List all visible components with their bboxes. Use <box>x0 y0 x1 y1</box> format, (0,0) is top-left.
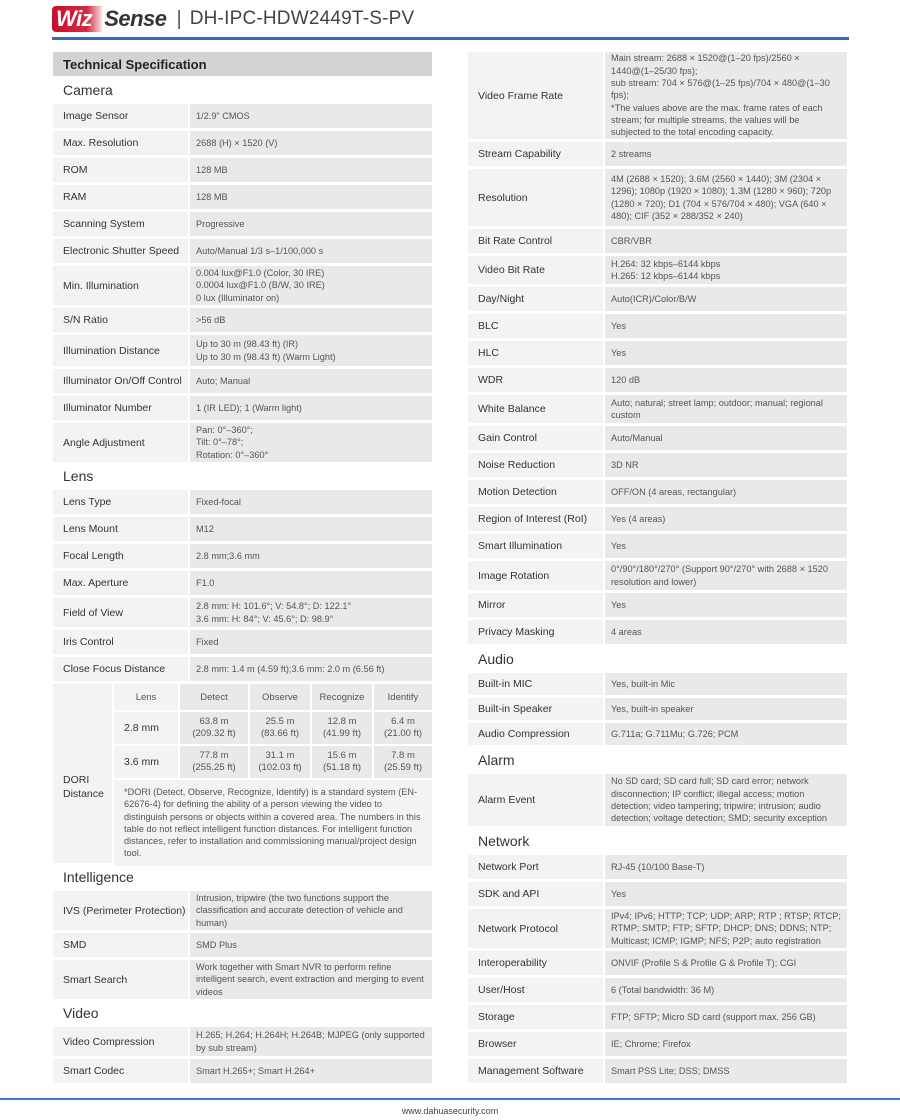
spec-value: Intrusion, tripwire (the two functions support the classification and accurate detection of vehicle and human) <box>190 891 432 930</box>
dori-grid <box>114 684 432 778</box>
spec-row <box>53 517 432 541</box>
dori-value-cell: 6.4 m (21.00 ft) <box>374 712 432 744</box>
spec-row <box>468 561 847 590</box>
section-heading-camera: Camera <box>63 82 113 98</box>
spec-row <box>468 673 847 695</box>
spec-row <box>53 212 432 236</box>
spec-label: Iris Control <box>53 630 188 654</box>
spec-label: Stream Capability <box>468 142 603 166</box>
spec-row <box>468 1032 847 1056</box>
spec-value: H.265; H.264; H.264H; H.264B; MJPEG (only supported by sub stream) <box>190 1027 432 1056</box>
spec-row <box>53 630 432 654</box>
spec-label: Video Frame Rate <box>468 52 603 139</box>
dori-value-cell: 63.8 m (209.32 ft) <box>180 712 248 744</box>
spec-row <box>468 978 847 1002</box>
spec-label: Image Sensor <box>53 104 188 128</box>
spec-row <box>468 909 847 948</box>
section-heading-lens: Lens <box>63 468 94 484</box>
spec-label: Region of Interest (RoI) <box>468 507 603 531</box>
spec-label: Close Focus Distance <box>53 657 188 681</box>
spec-value: 128 MB <box>190 185 432 209</box>
spec-row <box>53 308 432 332</box>
spec-label: Angle Adjustment <box>53 423 188 462</box>
right-column <box>468 52 847 1086</box>
spec-label: S/N Ratio <box>53 308 188 332</box>
spec-row <box>468 882 847 906</box>
spec-label: Noise Reduction <box>468 453 603 477</box>
spec-label: Min. Illumination <box>53 266 188 305</box>
left-column <box>53 52 432 1086</box>
spec-row <box>468 341 847 365</box>
spec-value: Progressive <box>190 212 432 236</box>
spec-label: BLC <box>468 314 603 338</box>
spec-value: SMD Plus <box>190 933 432 957</box>
spec-row <box>468 229 847 253</box>
spec-row <box>468 593 847 617</box>
spec-value: Auto; Manual <box>190 369 432 393</box>
footer-url[interactable]: www.dahuasecurity.com <box>401 1106 499 1116</box>
spec-value: Yes <box>605 534 847 558</box>
spec-value: Main stream: 2688 × 1520@(1–20 fps)/2560 × 1440@(1–25/30 fps); sub stream: 704 × 576@(1–25 fps)/704 × 480@(1–30 fps); *The values above are the max. frame rates of each stream; for multiple streams, the values will be subjected to the total encoding capacity. <box>605 52 847 139</box>
spec-label: Storage <box>468 1005 603 1029</box>
wizsense-logo <box>52 5 167 33</box>
spec-row <box>468 142 847 166</box>
spec-value: Fixed <box>190 630 432 654</box>
spec-label: Mirror <box>468 593 603 617</box>
header-separator: | <box>176 7 182 30</box>
dori-value-cell: 77.8 m (255.25 ft) <box>180 746 248 778</box>
spec-value: ONVIF (Profile S & Profile G & Profile T); CGI <box>605 951 847 975</box>
spec-value: OFF/ON (4 areas, rectangular) <box>605 480 847 504</box>
dori-header-cell: Observe <box>250 684 310 710</box>
spec-label: User/Host <box>468 978 603 1002</box>
spec-label: Privacy Masking <box>468 620 603 644</box>
spec-row <box>53 657 432 681</box>
spec-label: Max. Aperture <box>53 571 188 595</box>
spec-label: Gain Control <box>468 426 603 450</box>
spec-row <box>53 490 432 514</box>
spec-label: Smart Illumination <box>468 534 603 558</box>
spec-value: Yes <box>605 341 847 365</box>
spec-row <box>53 891 432 930</box>
spec-value: 0.004 lux@F1.0 (Color, 30 IRE) 0.0004 lux@F1.0 (B/W, 30 IRE) 0 lux (Illuminator on) <box>190 266 432 305</box>
spec-value: Yes, built-in Mic <box>605 673 847 695</box>
dori-footnote: *DORI (Detect, Observe, Recognize, Identify) is a standard system (EN-62676-4) for defining the ability of a person viewing the video to distinguish persons or objects within a covered area. The numbers in this table do not reflect intelligent function distances. For intelligent function distances, refer to installation and commissioning manual/project design tool. <box>114 780 432 866</box>
spec-value: FTP; SFTP; Micro SD card (support max. 256 GB) <box>605 1005 847 1029</box>
spec-row <box>53 933 432 957</box>
spec-row <box>53 104 432 128</box>
spec-row <box>468 426 847 450</box>
spec-row <box>53 960 432 999</box>
dori-value-cell: 7.8 m (25.59 ft) <box>374 746 432 778</box>
spec-row <box>53 185 432 209</box>
spec-label: Resolution <box>468 169 603 226</box>
spec-row <box>468 1005 847 1029</box>
spec-value: 2688 (H) × 1520 (V) <box>190 131 432 155</box>
dori-header-cell: Recognize <box>312 684 372 710</box>
document-header <box>52 4 414 34</box>
spec-value: 4M (2688 × 1520); 3.6M (2560 × 1440); 3M (2304 × 1296); 1080p (1920 × 1080); 1.3M (1280 × 960); 720p (1280 × 720); D1 (704 × 576/704 × 480); VGA (640 × 480); CIF (352 × 288/352 × 240) <box>605 169 847 226</box>
spec-row <box>468 287 847 311</box>
spec-value: G.711a; G.711Mu; G.726; PCM <box>605 723 847 745</box>
spec-label: IVS (Perimeter Protection) <box>53 891 188 930</box>
dori-header-cell: Identify <box>374 684 432 710</box>
section-heading-video: Video <box>63 1005 99 1021</box>
section-heading-intelligence: Intelligence <box>63 869 134 885</box>
spec-label: SDK and API <box>468 882 603 906</box>
spec-label: Audio Compression <box>468 723 603 745</box>
spec-value: 1 (IR LED); 1 (Warm light) <box>190 396 432 420</box>
spec-value: Yes, built-in speaker <box>605 698 847 720</box>
spec-row <box>53 158 432 182</box>
spec-value: Yes (4 areas) <box>605 507 847 531</box>
spec-label: Lens Mount <box>53 517 188 541</box>
spec-row <box>468 723 847 745</box>
dori-lens-cell: 2.8 mm <box>114 712 178 744</box>
spec-label: Max. Resolution <box>53 131 188 155</box>
spec-row <box>468 698 847 720</box>
spec-row <box>468 620 847 644</box>
spec-row <box>53 396 432 420</box>
spec-row <box>468 1059 847 1083</box>
spec-row <box>53 266 432 305</box>
dori-header-cell: Detect <box>180 684 248 710</box>
section-heading-network: Network <box>478 833 530 849</box>
spec-value: 2.8 mm;3.6 mm <box>190 544 432 568</box>
spec-label: SMD <box>53 933 188 957</box>
spec-value: Auto/Manual <box>605 426 847 450</box>
spec-label: Smart Search <box>53 960 188 999</box>
spec-label: Video Bit Rate <box>468 256 603 284</box>
spec-label: ROM <box>53 158 188 182</box>
spec-value: 120 dB <box>605 368 847 392</box>
spec-row <box>53 131 432 155</box>
dori-body <box>114 684 432 863</box>
logo-sense-text: Sense <box>104 6 167 31</box>
spec-label: Management Software <box>468 1059 603 1083</box>
spec-label: Scanning System <box>53 212 188 236</box>
spec-row <box>468 774 847 826</box>
spec-row <box>468 534 847 558</box>
dori-value-cell: 31.1 m (102.03 ft) <box>250 746 310 778</box>
spec-row <box>468 395 847 423</box>
spec-value: F1.0 <box>190 571 432 595</box>
logo-wiz-text: Wiz <box>52 6 102 32</box>
spec-value: Auto/Manual 1/3 s–1/100,000 s <box>190 239 432 263</box>
spec-label: Illuminator Number <box>53 396 188 420</box>
spec-row <box>468 169 847 226</box>
spec-label: Browser <box>468 1032 603 1056</box>
spec-label: Alarm Event <box>468 774 603 826</box>
spec-row <box>53 571 432 595</box>
spec-row <box>468 855 847 879</box>
spec-label: Built-in MIC <box>468 673 603 695</box>
section-heading-audio: Audio <box>478 651 514 667</box>
spec-value: Pan: 0°–360°; Tilt: 0°–78°; Rotation: 0°–360° <box>190 423 432 462</box>
spec-label: HLC <box>468 341 603 365</box>
spec-label: Electronic Shutter Speed <box>53 239 188 263</box>
dori-value-cell: 12.8 m (41.99 ft) <box>312 712 372 744</box>
spec-label: White Balance <box>468 395 603 423</box>
spec-value: RJ-45 (10/100 Base-T) <box>605 855 847 879</box>
spec-row <box>53 239 432 263</box>
spec-value: Yes <box>605 314 847 338</box>
spec-value: 4 areas <box>605 620 847 644</box>
spec-value: Yes <box>605 882 847 906</box>
spec-value: Work together with Smart NVR to perform refine intelligent search, event extraction and merging to event videos <box>190 960 432 999</box>
dori-header-cell: Lens <box>114 684 178 710</box>
spec-row <box>468 256 847 284</box>
spec-label: Network Port <box>468 855 603 879</box>
spec-label: Bit Rate Control <box>468 229 603 253</box>
spec-value: Smart H.265+; Smart H.264+ <box>190 1059 432 1083</box>
footer-divider <box>0 1098 900 1100</box>
spec-value: 6 (Total bandwidth: 36 M) <box>605 978 847 1002</box>
spec-value: Auto; natural; street lamp; outdoor; manual; regional custom <box>605 395 847 423</box>
spec-row <box>53 598 432 627</box>
spec-label: Image Rotation <box>468 561 603 590</box>
spec-label: Built-in Speaker <box>468 698 603 720</box>
dori-value-cell: 15.6 m (51.18 ft) <box>312 746 372 778</box>
spec-value: No SD card; SD card full; SD card error; network disconnection; IP conflict; illegal access; motion detection; video tampering; tripwire; intrusion; audio detection; voltage detection; SMD; security exception <box>605 774 847 826</box>
spec-label: Day/Night <box>468 287 603 311</box>
header-divider <box>52 37 849 40</box>
dori-lens-cell: 3.6 mm <box>114 746 178 778</box>
spec-value: 0°/90°/180°/270° (Support 90°/270° with 2688 × 1520 resolution and lower) <box>605 561 847 590</box>
spec-label: WDR <box>468 368 603 392</box>
spec-value: 3D NR <box>605 453 847 477</box>
spec-label: Field of View <box>53 598 188 627</box>
spec-value: 2.8 mm: 1.4 m (4.59 ft);3.6 mm: 2.0 m (6.56 ft) <box>190 657 432 681</box>
spec-row <box>53 544 432 568</box>
dori-distance-table <box>53 684 432 863</box>
spec-row <box>53 335 432 366</box>
spec-row <box>468 480 847 504</box>
spec-value: Fixed-focal <box>190 490 432 514</box>
spec-label: Video Compression <box>53 1027 188 1056</box>
section-heading-alarm: Alarm <box>478 752 515 768</box>
spec-label: RAM <box>53 185 188 209</box>
spec-row <box>468 507 847 531</box>
spec-value: >56 dB <box>190 308 432 332</box>
spec-row <box>53 1059 432 1083</box>
spec-value: Yes <box>605 593 847 617</box>
spec-value: Up to 30 m (98.43 ft) (IR) Up to 30 m (98.43 ft) (Warm Light) <box>190 335 432 366</box>
spec-row <box>468 368 847 392</box>
spec-value: 1/2.9" CMOS <box>190 104 432 128</box>
spec-value: 2.8 mm: H: 101.6°; V: 54.8°; D: 122.1° 3.6 mm: H: 84°; V: 45.6°; D: 98.9° <box>190 598 432 627</box>
spec-value: M12 <box>190 517 432 541</box>
spec-label: Motion Detection <box>468 480 603 504</box>
left-sections <box>53 79 432 1083</box>
spec-title: Technical Specification <box>53 52 432 76</box>
dori-value-cell: 25.5 m (83.66 ft) <box>250 712 310 744</box>
spec-label: Network Protocol <box>468 909 603 948</box>
spec-value: IPv4; IPv6; HTTP; TCP; UDP; ARP; RTP ; RTSP; RTCP; RTMP; SMTP; FTP; SFTP; DHCP; DNS; DDNS; NTP; Multicast; ICMP; IGMP; NFS; P2P; auto registration <box>605 909 847 948</box>
model-number: DH-IPC-HDW2449T-S-PV <box>189 8 415 29</box>
spec-value: 2 streams <box>605 142 847 166</box>
spec-row <box>53 1027 432 1056</box>
spec-row <box>468 951 847 975</box>
spec-label: Interoperability <box>468 951 603 975</box>
spec-row <box>468 314 847 338</box>
spec-label: Illumination Distance <box>53 335 188 366</box>
spec-row <box>53 369 432 393</box>
spec-label: Smart Codec <box>53 1059 188 1083</box>
spec-value: Auto(ICR)/Color/B/W <box>605 287 847 311</box>
spec-value: CBR/VBR <box>605 229 847 253</box>
spec-label: Illuminator On/Off Control <box>53 369 188 393</box>
spec-row <box>468 52 847 139</box>
right-sections <box>468 52 847 1083</box>
spec-row <box>468 453 847 477</box>
spec-label: Focal Length <box>53 544 188 568</box>
spec-value: Smart PSS Lite; DSS; DMSS <box>605 1059 847 1083</box>
dori-label: DORI Distance <box>53 684 112 863</box>
spec-value: 128 MB <box>190 158 432 182</box>
spec-value: H.264: 32 kbps–6144 kbps H.265: 12 kbps–6144 kbps <box>605 256 847 284</box>
spec-value: IE; Chrome; Firefox <box>605 1032 847 1056</box>
spec-label: Lens Type <box>53 490 188 514</box>
spec-row <box>53 423 432 462</box>
